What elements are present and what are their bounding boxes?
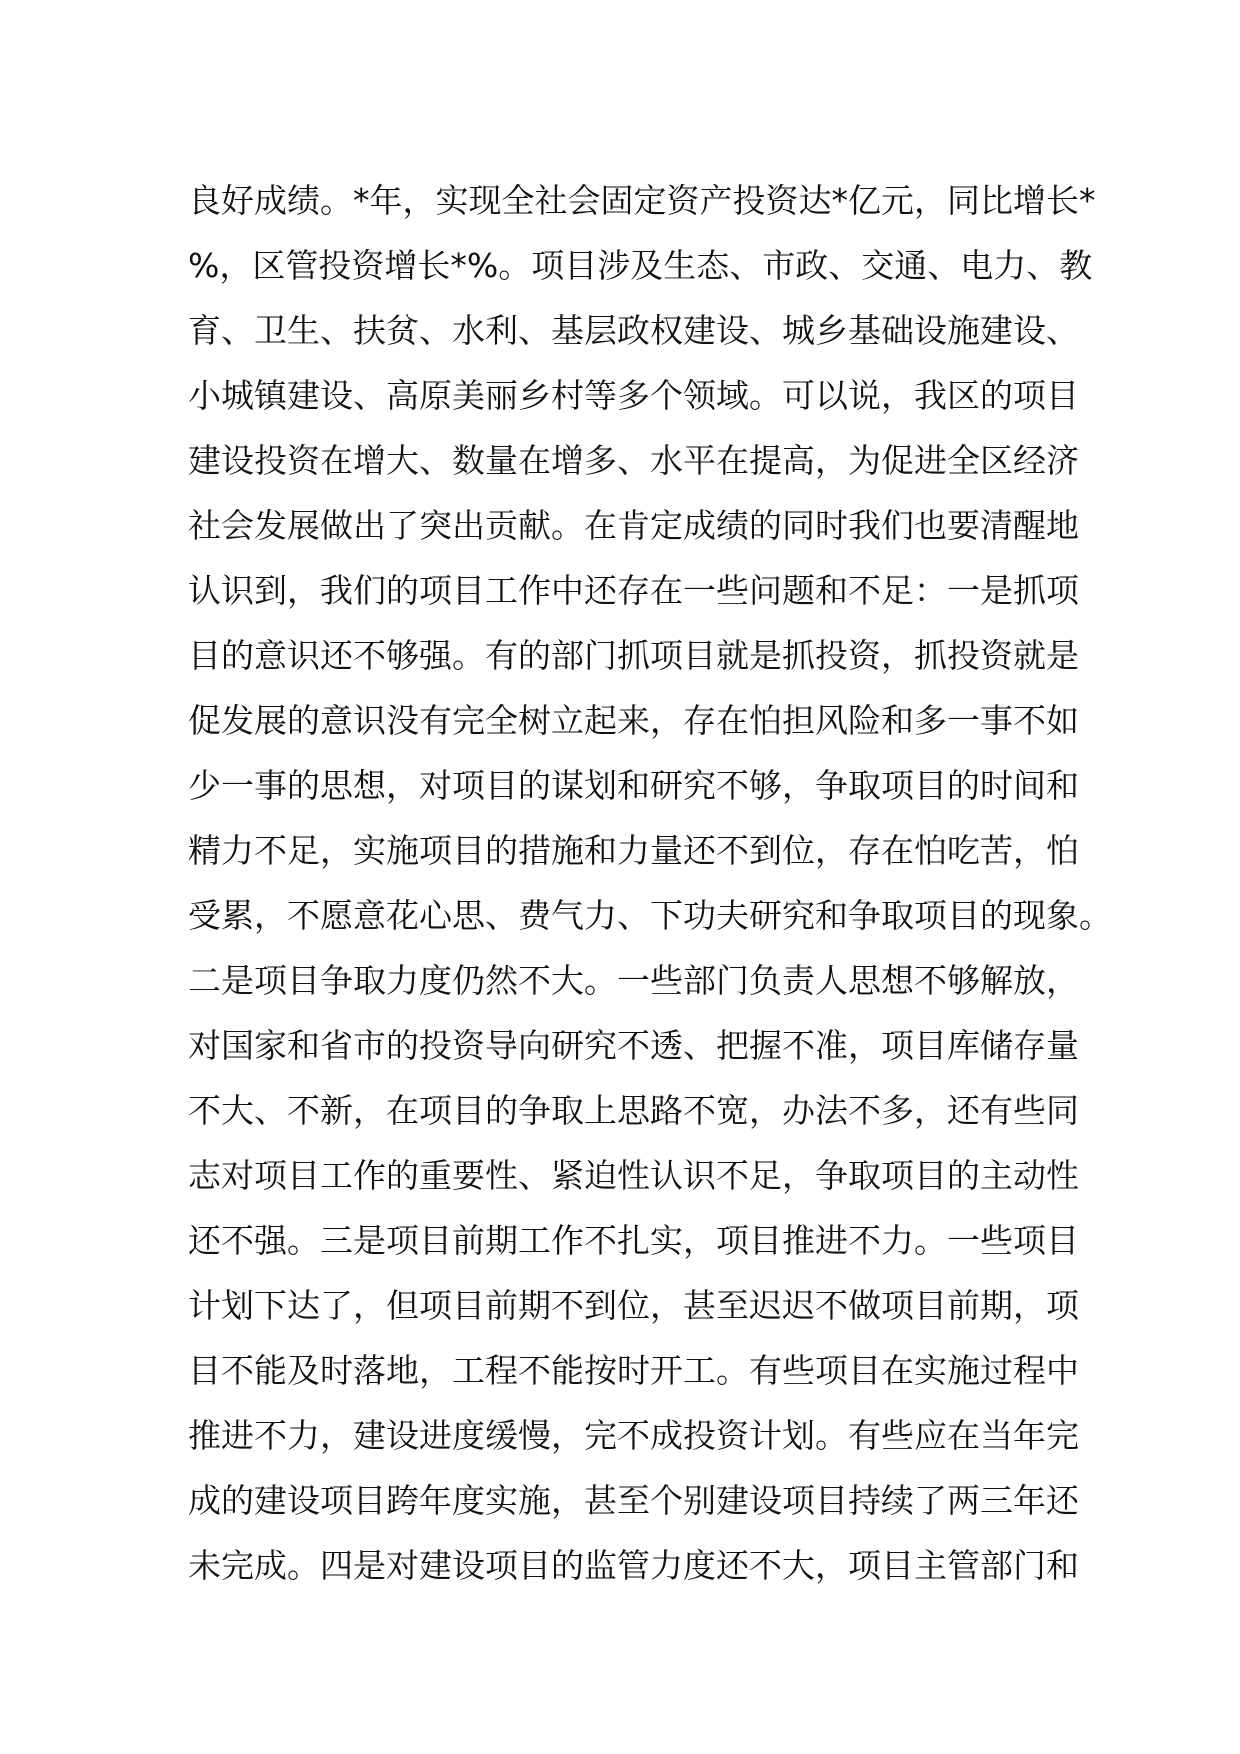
text-line: 精力不足，实施项目的措施和力量还不到位，存在怕吃苦，怕: [188, 831, 1079, 870]
text-line: 少一事的思想，对项目的谋划和研究不够，争取项目的时间和: [188, 766, 1079, 805]
text-line: 建设投资在增大、数量在增多、水平在提高，为促进全区经济: [188, 441, 1079, 480]
text-line: 还不强。三是项目前期工作不扎实，项目推进不力。一些项目: [188, 1221, 1079, 1260]
text-line: 不大、不新，在项目的争取上思路不宽，办法不多，还有些同: [188, 1091, 1079, 1130]
text-line: 成的建设项目跨年度实施，甚至个别建设项目持续了两三年还: [188, 1481, 1079, 1520]
text-line: 良好成绩。*年，实现全社会固定资产投资达*亿元，同比增长*: [188, 181, 1096, 220]
text-line: 小城镇建设、高原美丽乡村等多个领域。可以说，我区的项目: [188, 376, 1079, 415]
text-line: 二是项目争取力度仍然不大。一些部门负责人思想不够解放，: [188, 961, 1079, 1000]
text-line: 对国家和省市的投资导向研究不透、把握不准，项目库储存量: [188, 1026, 1079, 1065]
text-line: 认识到，我们的项目工作中还存在一些问题和不足：一是抓项: [188, 571, 1079, 610]
text-line: 目的意识还不够强。有的部门抓项目就是抓投资，抓投资就是: [188, 636, 1079, 675]
text-line: 未完成。四是对建设项目的监管力度还不大，项目主管部门和: [188, 1546, 1079, 1585]
text-line: 受累，不愿意花心思、费气力、下功夫研究和争取项目的现象。: [188, 896, 1112, 935]
text-line: 社会发展做出了突出贡献。在肯定成绩的同时我们也要清醒地: [188, 506, 1079, 545]
text-line: 计划下达了，但项目前期不到位，甚至迟迟不做项目前期，项: [188, 1286, 1079, 1325]
text-line: 推进不力，建设进度缓慢，完不成投资计划。有些应在当年完: [188, 1416, 1079, 1455]
text-line: 志对项目工作的重要性、紧迫性认识不足，争取项目的主动性: [188, 1156, 1079, 1195]
text-line: 目不能及时落地，工程不能按时开工。有些项目在实施过程中: [188, 1351, 1079, 1390]
text-line: 育、卫生、扶贫、水利、基层政权建设、城乡基础设施建设、: [188, 311, 1079, 350]
body-text: [188, 168, 1112, 1598]
text-line: %，区管投资增长*%。项目涉及生态、市政、交通、电力、教: [188, 246, 1093, 285]
text-line: 促发展的意识没有完全树立起来，存在怕担风险和多一事不如: [188, 701, 1079, 740]
